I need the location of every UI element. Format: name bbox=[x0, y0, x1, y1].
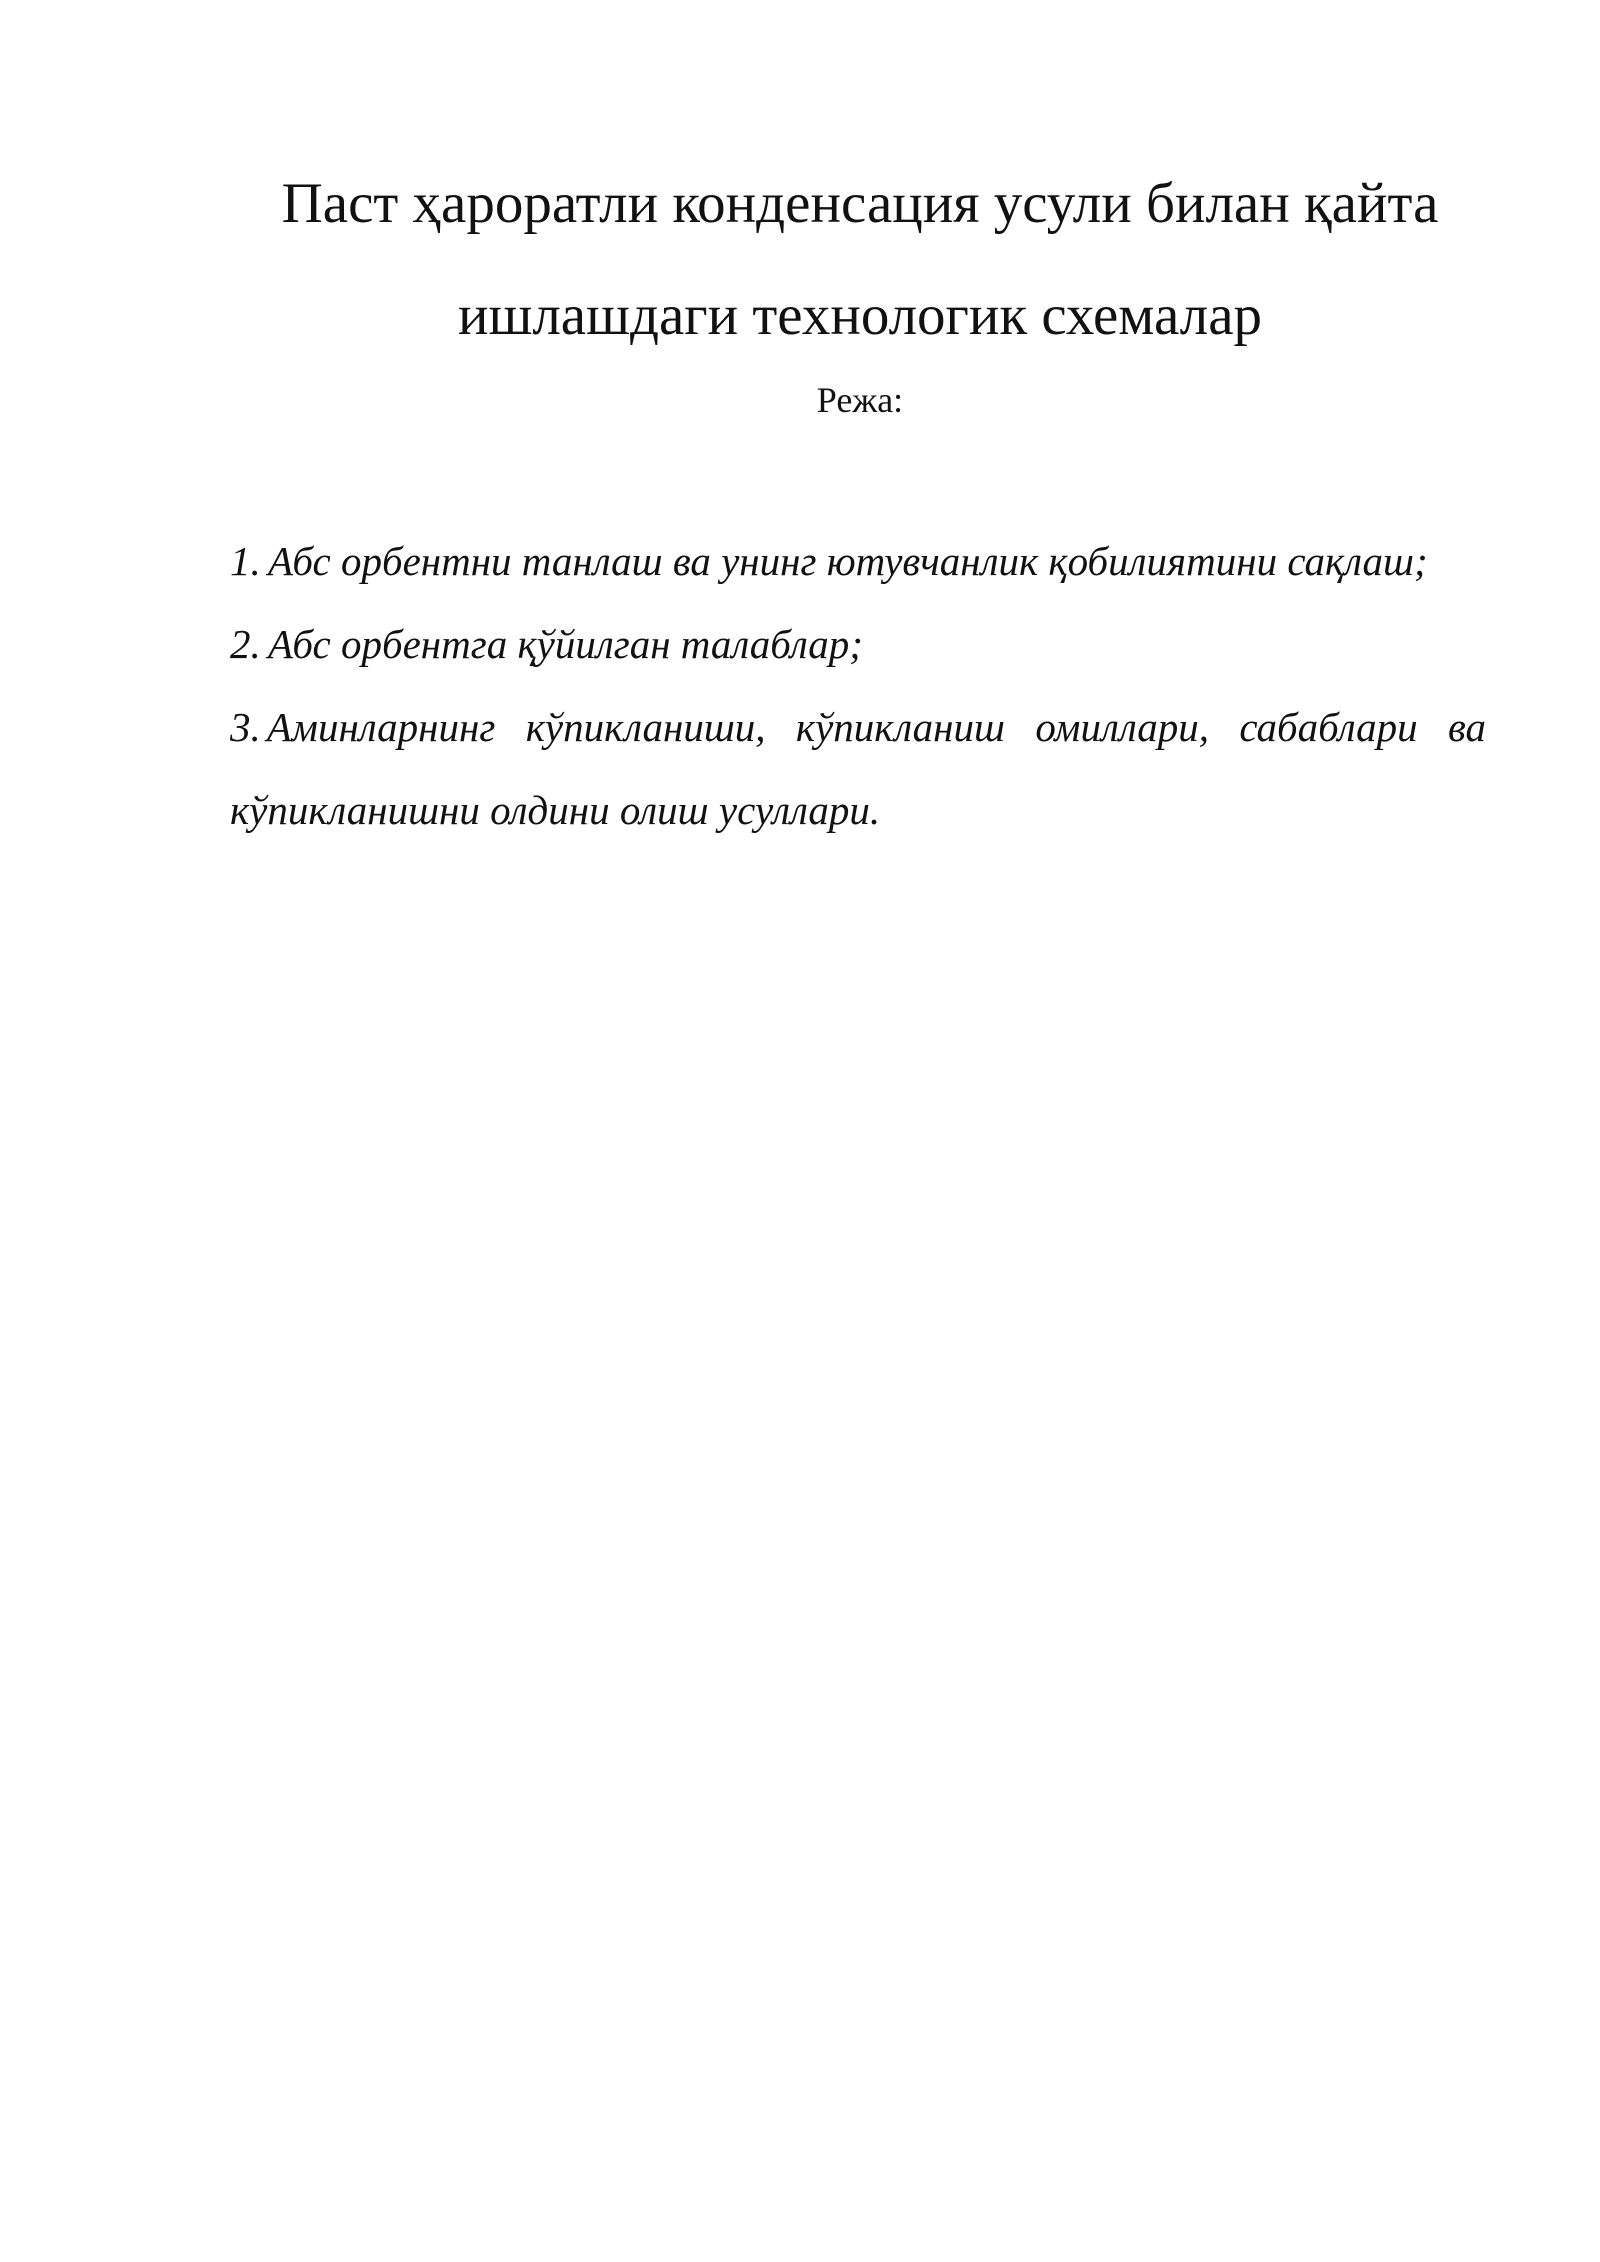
plan-item-number: 2. bbox=[230, 621, 261, 667]
plan-item-2 bbox=[230, 603, 1486, 686]
plan-item-text: Абс орбентга қўйилган талаблар; bbox=[268, 621, 863, 667]
title-line-2: ишлашдаги технологик схемалар bbox=[457, 284, 1263, 347]
document-title bbox=[230, 148, 1490, 372]
plan-item-3 bbox=[230, 686, 1486, 852]
title-line-1: Паст ҳароратли конденсация усули билан қайта bbox=[281, 172, 1439, 235]
plan-item-number: 3. bbox=[230, 704, 261, 750]
plan-heading: Режа: bbox=[816, 380, 904, 420]
plan-item-text: Аминларнинг кўпикланиши, кўпикланиш омиллари, сабаблари ва кўпикланишни олдини олиш усуллари. bbox=[230, 704, 1486, 833]
plan-item-number: 1. bbox=[230, 538, 261, 584]
plan-item-text: Абс орбентни танлаш ва унинг ютувчанлик қобилиятини сақлаш; bbox=[268, 538, 1428, 584]
plan-item-1 bbox=[230, 520, 1486, 603]
plan-list bbox=[230, 520, 1486, 852]
